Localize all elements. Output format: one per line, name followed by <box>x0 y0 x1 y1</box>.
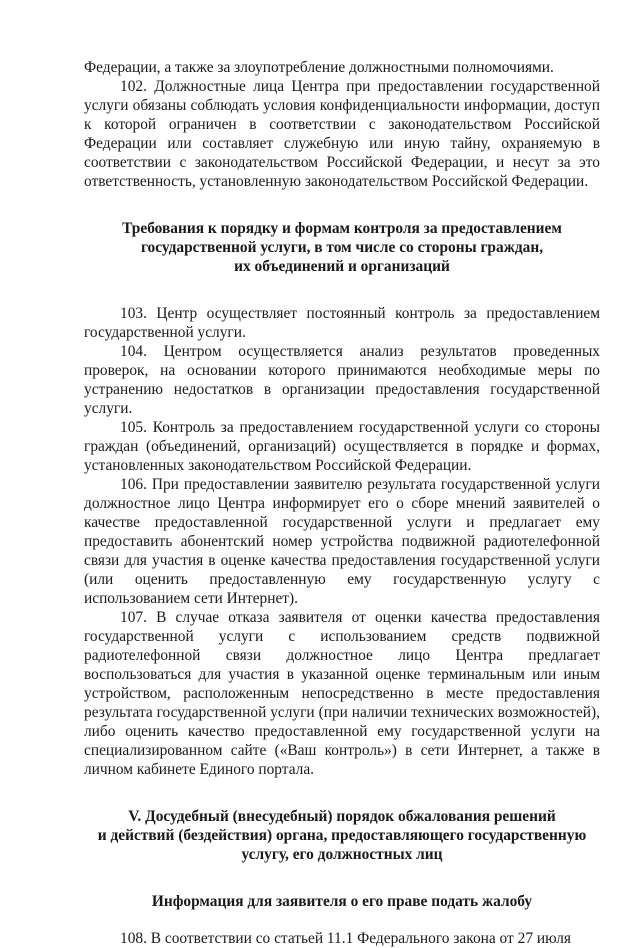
heading-line: Требования к порядку и формам контроля за предоставлением <box>122 220 562 237</box>
heading-line: и действий (бездействия) органа, предоставляющего государственную <box>97 827 587 844</box>
paragraph-105: 105. Контроль за предоставлением государственной услуги со стороны граждан (объединений, организаций) осуществляется в порядке и формах, установленных законодательством Российской Федерации. <box>84 419 600 474</box>
paragraph-107: 107. В случае отказа заявителя от оценки качества предоставления государственной услуги с использованием средств подвижной радиотелефонной связи должностное лицо Центра предлагает воспользоваться для участия в указанной оценке терминальным или иным устройством, расположенным непосредственно в месте предоставления результата государственной услуги (при наличии технических возможностей), либо оценить качество предоставленной ему государственной услуги на специализированном сайте («Ваш контроль») в сети Интернет, а также в личном кабинете Единого портала. <box>84 609 600 778</box>
heading-section-5 <box>84 807 600 864</box>
paragraph-103: 103. Центр осуществляет постоянный контроль за предоставлением государственной услуги. <box>84 305 600 341</box>
spacer <box>84 779 600 807</box>
paragraph-102: 102. Должностные лица Центра при предоставлении государственной услуги обязаны соблюдать условия конфиденциальности информации, доступ к которой ограничен в соответствии с законодательством Российской Федерации или составляет служебную или иную тайну, охраняемую в соответствии с законодательством Российской Федерации, и несут за это ответственность, установленную законодательством Российской Федерации. <box>84 78 600 190</box>
paragraph-106: 106. При предоставлении заявителю результата государственной услуги должностное лицо Центра информирует его о сборе мнений заявителей о качестве предоставленной государственной услуги и предлагает ему предоставить абонентский номер устройства подвижной радиотелефонной связи для участия в оценке качества предоставления государственной услуги (или оценить предоставленную ему государственную услугу с использованием сети Интернет). <box>84 476 600 607</box>
spacer <box>84 276 600 304</box>
paragraph-108: 108. В соответствии со статьей 11.1 Федерального закона от 27 июля <box>120 930 571 947</box>
paragraph-104: 104. Центром осуществляется анализ результатов проведенных проверок, на основании которого принимаются необходимые меры по устранению недостатков в организации предоставления государственной услуги. <box>84 343 600 417</box>
paragraph-continuation: Федерации, а также за злоупотребление должностными полномочиями. <box>84 59 554 76</box>
heading-line: их объединений и организаций <box>234 258 450 275</box>
heading-complaint-info: Информация для заявителя о его праве подать жалобу <box>151 893 533 910</box>
spacer <box>84 864 600 892</box>
heading-line: государственной услуги, в том числе со стороны граждан, <box>140 239 544 256</box>
heading-line: V. Досудебный (внесудебный) порядок обжалования решений <box>128 808 556 825</box>
heading-control-requirements <box>84 219 600 276</box>
spacer <box>84 911 600 929</box>
heading-line: услугу, его должностных лиц <box>241 846 443 863</box>
spacer <box>84 191 600 219</box>
